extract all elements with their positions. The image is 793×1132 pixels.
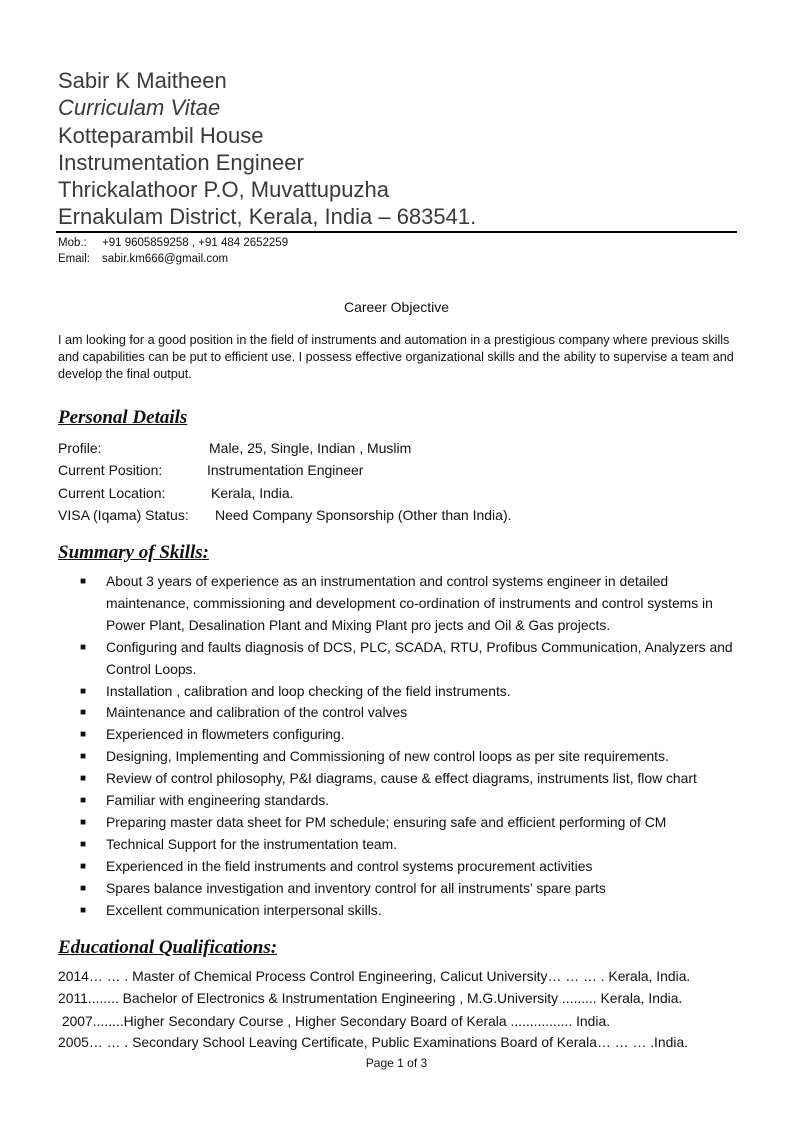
personal-row-visa bbox=[58, 506, 512, 524]
location-value: Kerala, India. bbox=[211, 485, 294, 501]
document-title: Curriculam Vitae bbox=[58, 95, 221, 120]
mobile-value: +91 9605859258 , +91 484 2652259 bbox=[102, 237, 289, 249]
education-row: 2007........Higher Secondary Course , Higher Secondary Board of Kerala ................ India. bbox=[58, 1013, 611, 1029]
bullet-icon: ■ bbox=[80, 576, 87, 587]
education-row: 2014… … . Master of Chemical Process Control Engineering, Calicut University… … … . Kerala, India. bbox=[58, 968, 691, 984]
candidate-name: Sabir K Maitheen bbox=[58, 68, 227, 93]
education-row: 2011........ Bachelor of Electronics & Instrumentation Engineering , M.G.University ......... Kerala, India. bbox=[58, 990, 683, 1006]
list-item: ■ Technical Support for the instrumentation team. bbox=[58, 834, 748, 856]
list-item: ■ Installation , calibration and loop checking of the field instruments. bbox=[58, 681, 748, 703]
designation: Instrumentation Engineer bbox=[58, 150, 304, 175]
bullet-icon: ■ bbox=[80, 751, 87, 763]
list-item: ■ About 3 years of experience as an instrumentation and control systems engineer in detailed maintenance, commissioning and development co-ordination of instruments and control systems in Power Plant, Desalination Plant and Mixing Plant pro jects and Oil & Gas projects. bbox=[80, 573, 713, 633]
position-label: Current Position: bbox=[58, 462, 163, 478]
list-item: ■ Preparing master data sheet for PM schedule; ensuring safe and efficient performing of CM bbox=[58, 812, 748, 834]
contact-email bbox=[58, 252, 228, 266]
list-item: ■ Configuring and faults diagnosis of DCS, PLC, SCADA, RTU, Profibus Communication, Analyzers and Control Loops. bbox=[80, 638, 733, 677]
bullet-icon: ■ bbox=[80, 685, 87, 697]
address-line-district: Ernakulam District, Kerala, India – 683541. bbox=[58, 204, 477, 229]
list-item: ■ Review of control philosophy, P&I diagrams, cause & effect diagrams, instruments list, flow chart bbox=[58, 768, 748, 790]
personal-row-position bbox=[58, 461, 364, 479]
list-item: ■ Familiar with engineering standards. bbox=[58, 790, 748, 812]
personal-row-location bbox=[58, 484, 294, 502]
visa-label: VISA (Iqama) Status: bbox=[58, 507, 189, 523]
contact-mobile bbox=[58, 236, 288, 250]
list-item: ■ Maintenance and calibration of the control valves bbox=[58, 702, 748, 724]
position-value: Instrumentation Engineer bbox=[207, 462, 364, 478]
bullet-icon: ■ bbox=[80, 641, 87, 653]
list-item: ■ Spares balance investigation and inventory control for all instruments’ spare parts bbox=[58, 878, 748, 900]
education-row: 2005… … . Secondary School Leaving Certificate, Public Examinations Board of Kerala… … … .India. bbox=[58, 1034, 689, 1050]
bullet-icon: ■ bbox=[80, 795, 87, 807]
page-number: Page 1 of 3 bbox=[365, 1056, 428, 1070]
list-item: ■ Designing, Implementing and Commissioning of new control loops as per site requirements. bbox=[58, 746, 748, 768]
bullet-icon: ■ bbox=[80, 860, 87, 872]
bullet-icon: ■ bbox=[80, 707, 87, 719]
address-line-house: Kotteparambil House bbox=[58, 123, 264, 148]
profile-label: Profile: bbox=[58, 440, 102, 456]
header-divider bbox=[56, 231, 737, 233]
bullet-icon: ■ bbox=[80, 729, 87, 741]
list-item: ■ Experienced in flowmeters configuring. bbox=[58, 724, 748, 746]
bullet-icon: ■ bbox=[80, 838, 87, 850]
personal-row-profile bbox=[58, 439, 412, 457]
mobile-label: Mob.: bbox=[58, 237, 87, 249]
list-item: ■ Excellent communication interpersonal skills. bbox=[58, 900, 748, 922]
bullet-icon: ■ bbox=[80, 773, 87, 785]
education-heading: Educational Qualifications: bbox=[58, 937, 278, 958]
email-value[interactable]: sabir.km666@gmail.com bbox=[102, 253, 229, 265]
visa-value: Need Company Sponsorship (Other than India). bbox=[215, 507, 512, 523]
list-item: ■ Experienced in the field instruments and control systems procurement activities bbox=[58, 856, 748, 878]
skills-heading: Summary of Skills: bbox=[58, 542, 209, 563]
personal-details-heading: Personal Details bbox=[58, 407, 188, 428]
bullet-icon: ■ bbox=[80, 816, 87, 828]
career-objective-text: I am looking for a good position in the field of instruments and automation in a prestigious company where previous skills and capabilities can be put to efficient use. I possess effective organizational skills and the ability to supervise a team and develop the final output. bbox=[58, 333, 734, 381]
bullet-icon: ■ bbox=[80, 882, 87, 894]
email-label: Email: bbox=[58, 253, 90, 265]
bullet-icon: ■ bbox=[80, 904, 87, 916]
career-objective-title: Career Objective bbox=[343, 299, 450, 315]
address-line-post: Thrickalathoor P.O, Muvattupuzha bbox=[58, 177, 389, 202]
skills-list bbox=[58, 571, 748, 922]
location-label: Current Location: bbox=[58, 485, 166, 501]
profile-value: Male, 25, Single, Indian , Muslim bbox=[209, 440, 412, 456]
